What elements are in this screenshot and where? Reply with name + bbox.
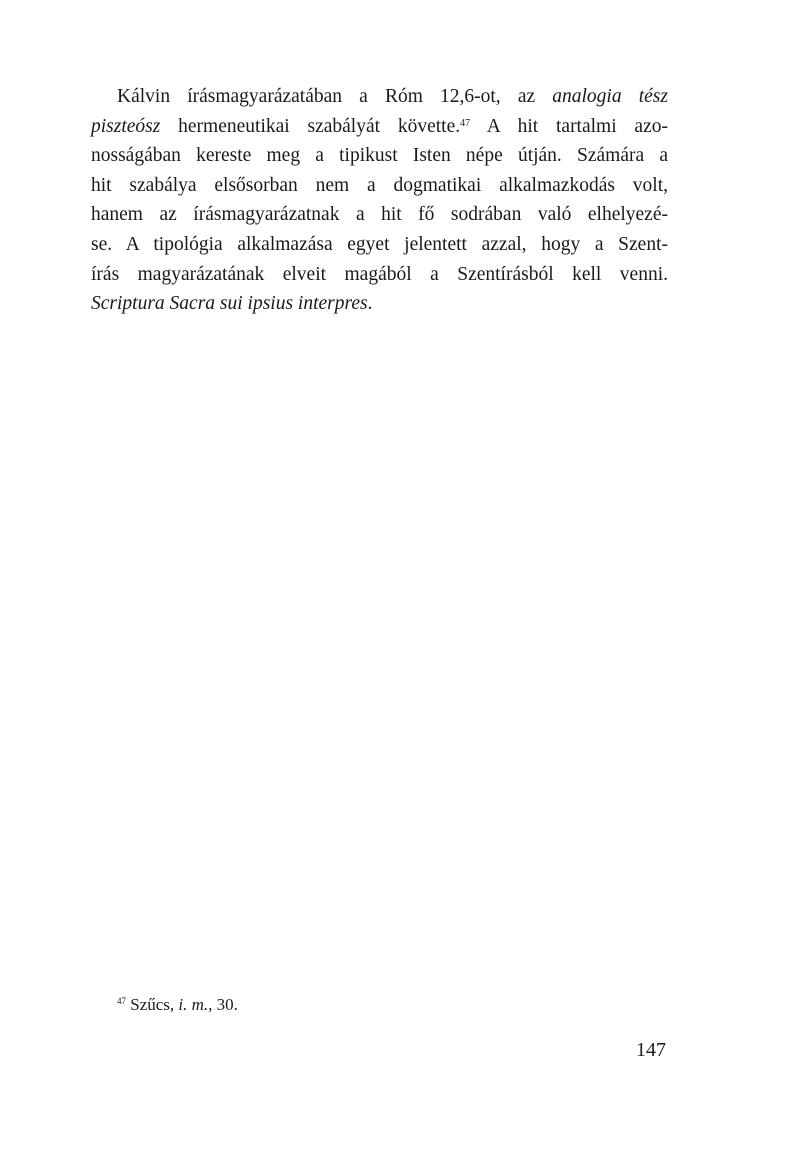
text-line: Kálvin írásmagyarázatában a Róm 12,6-ot, az analogia tész <box>117 86 668 107</box>
text-line: írás magyarázatának elveit magából a Szentírásból kell venni. <box>91 263 668 285</box>
footnote <box>117 993 238 1017</box>
footnote-ref: i. m., <box>178 995 213 1014</box>
text-line: nosságában kereste meg a tipikust Isten népe útján. Számára a <box>91 145 668 167</box>
text-line: se. A tipológia alkalmazása egyet jelentett azzal, hogy a Szent- <box>91 233 668 255</box>
text-line: hit szabálya elsősorban nem a dogmatikai alkalmazkodás volt, <box>91 174 668 196</box>
page-number: 147 <box>636 1039 666 1061</box>
text-line: hanem az írásmagyarázatnak a hit fő sodrában való elhelyezé- <box>91 204 668 226</box>
footnote-number: 47 <box>117 996 126 1006</box>
text-line: piszteósz hermeneutikai szabályát követte.$^{47}$ A hit tartalmi azo- <box>91 115 668 137</box>
footnote-marker[interactable]: 47 <box>460 117 471 129</box>
text-line: Scriptura Sacra sui ipsius interpres. <box>91 293 373 315</box>
footnote-author: Szűcs, <box>130 995 179 1014</box>
footnote-page: 30. <box>212 995 238 1014</box>
body-paragraph <box>91 82 668 319</box>
